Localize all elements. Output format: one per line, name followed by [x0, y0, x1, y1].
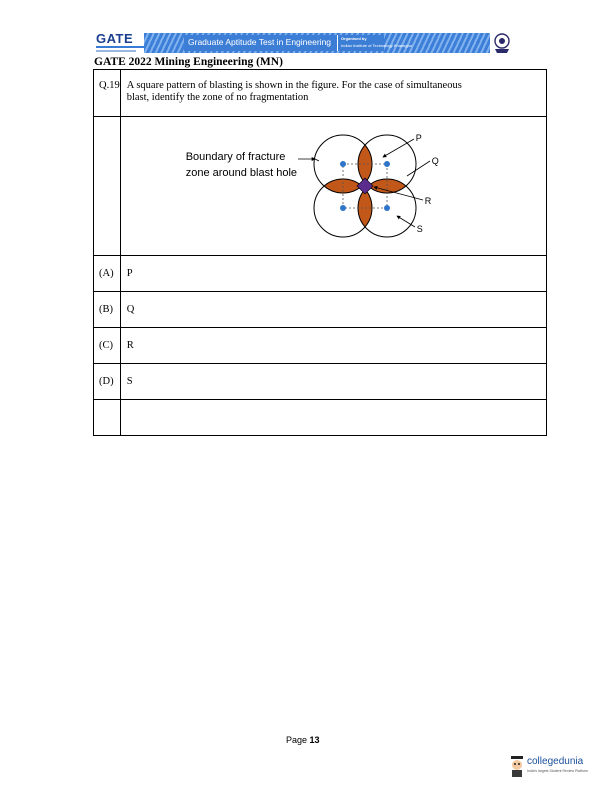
question-table: [93, 69, 547, 436]
blast-hole-top-right: [384, 161, 390, 167]
option-row-c[interactable]: [94, 328, 547, 364]
option-label-c: (C): [94, 328, 121, 364]
mascot-icon: [509, 755, 525, 777]
question-number: Q.19: [94, 70, 121, 117]
blast-diagram: [121, 117, 546, 255]
option-value-b: Q: [120, 292, 546, 328]
blast-pattern-figure: [121, 117, 546, 255]
banner-stripe: [144, 33, 490, 53]
option-row-b[interactable]: [94, 292, 547, 328]
blast-hole-bottom-right: [384, 205, 390, 211]
organiser-name: Indian Institute of Technology Kharagpur: [341, 43, 413, 48]
banner-title: Graduate Aptitude Test in Engineering: [188, 37, 332, 47]
paper-title: GATE 2022 Mining Engineering (MN): [94, 56, 283, 68]
page-number: [286, 735, 320, 745]
option-label-b: (B): [94, 292, 121, 328]
question-row: [94, 70, 547, 117]
question-text: [120, 70, 546, 117]
header-banner: [94, 30, 520, 55]
figure-label-line2: zone around blast hole: [185, 167, 298, 179]
iit-emblem-icon: [492, 32, 512, 54]
option-value-c: R: [120, 328, 546, 364]
option-row-d[interactable]: [94, 364, 547, 400]
option-value-d: S: [120, 364, 546, 400]
figure-letter-r: R: [424, 196, 432, 206]
option-row-a[interactable]: [94, 256, 547, 292]
collegedunia-logo: [509, 753, 599, 779]
page-number-value: 13: [309, 735, 320, 745]
option-label-d: (D): [94, 364, 121, 400]
option-value-a: P: [120, 256, 546, 292]
gate-logo-text: GATE: [96, 31, 134, 46]
brand-tagline: India's largest Student Review Platform: [527, 769, 588, 773]
blast-hole-bottom-left: [340, 205, 346, 211]
figure-letter-q: Q: [431, 156, 439, 166]
gate-logo: [94, 30, 146, 55]
question-text-line1: A square pattern of blasting is shown in the figure. For the case of simultaneous: [126, 80, 462, 91]
brand-name: collegedunia: [527, 756, 584, 767]
pointer-q: [407, 161, 430, 176]
pointer-p: [383, 139, 414, 157]
page-label: Page: [286, 735, 308, 745]
organiser-box: [337, 35, 437, 51]
figure-row: [94, 117, 547, 256]
figure-letter-s: S: [416, 224, 423, 234]
figure-label-line1: Boundary of fracture: [185, 151, 286, 163]
no-fragmentation-zone: [357, 178, 373, 194]
option-label-a: (A): [94, 256, 121, 292]
empty-row: [94, 400, 547, 436]
figure-letter-p: P: [415, 133, 422, 143]
organised-by-label: Organised by: [341, 36, 367, 41]
blast-hole-top-left: [340, 161, 346, 167]
question-text-line2: blast, identify the zone of no fragmentation: [126, 92, 309, 103]
